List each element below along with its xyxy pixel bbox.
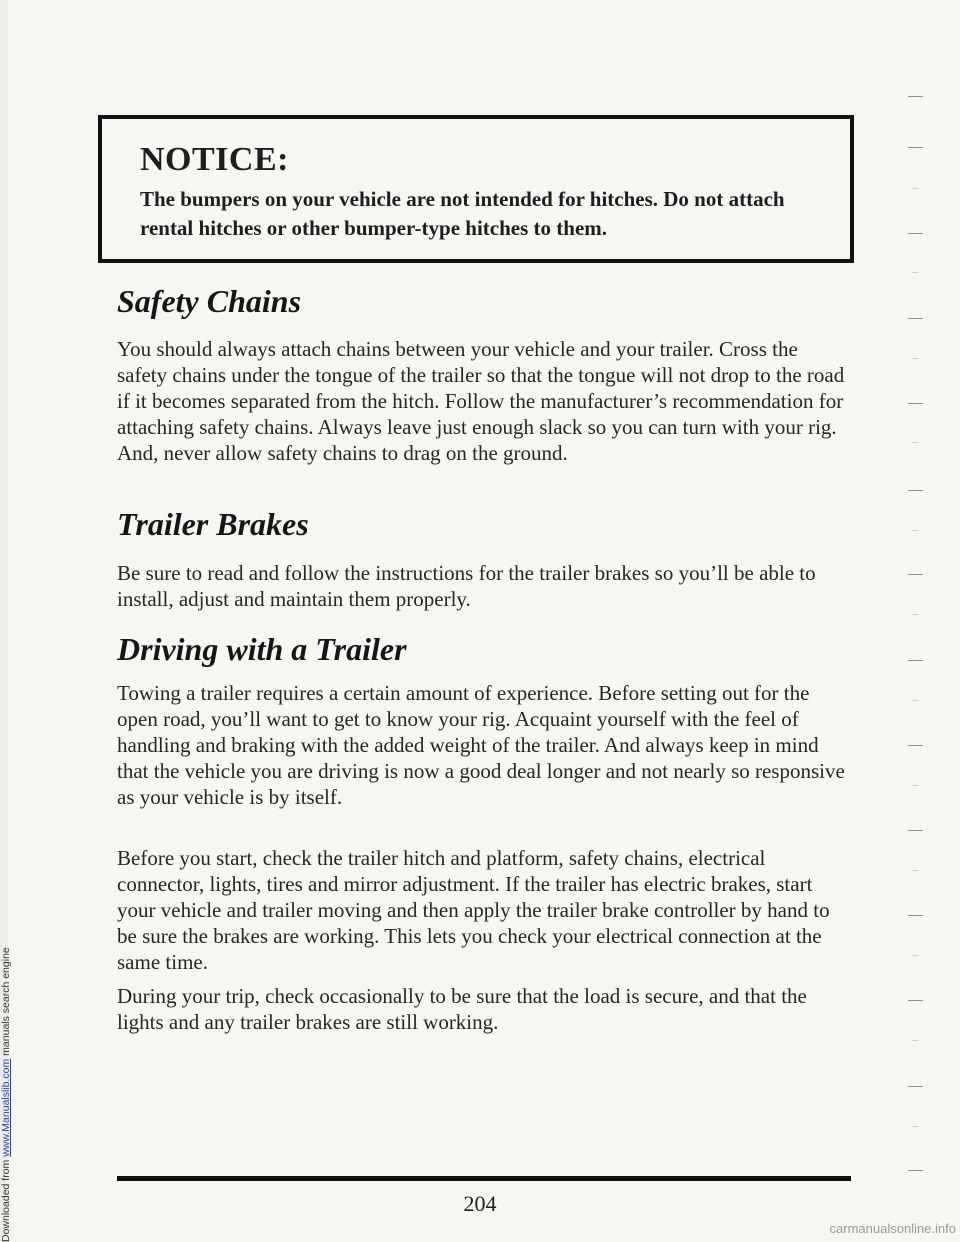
margin-tick	[908, 745, 923, 746]
paragraph-driving-2: Before you start, check the trailer hitch and platform, safety chains, electrical connector, lights, tires and mirror adjustment. If the trailer has electric brakes, start your vehicle and trailer moving and then apply the trailer brake controller by hand to be sure the brakes are working. This lets you check your electrical connection at the same time.	[117, 846, 830, 974]
margin-tick	[908, 233, 923, 234]
margin-tick	[912, 1040, 918, 1041]
paragraph-safety-chains: You should always attach chains between your vehicle and your trailer. Cross the safety chains under the tongue of the trailer so that the tongue will not drop to the road if it becomes separated from the hitch. Follow the manufacturer’s recommendation for attaching safety chains. Always leave just enough slack so you can turn with your rig. And, never allow safety chains to drag on the ground.	[117, 337, 845, 465]
heading-driving-with-trailer: Driving with a Trailer	[117, 631, 407, 667]
footer-rule	[117, 1176, 851, 1181]
margin-tick	[912, 785, 918, 786]
margin-tick	[908, 96, 923, 97]
margin-tick	[912, 700, 918, 701]
paragraph-driving-3: During your trip, check occasionally to be sure that the load is secure, and that the lights and any trailer brakes are still working.	[117, 984, 807, 1034]
margin-tick	[912, 358, 918, 359]
margin-tick	[908, 403, 923, 404]
heading-safety-chains: Safety Chains	[117, 283, 302, 319]
margin-tick	[908, 574, 923, 575]
margin-tick	[912, 188, 918, 189]
watermark: carmanualsonline.info	[829, 1221, 956, 1236]
margin-tick	[912, 1126, 918, 1127]
margin-tick	[908, 1170, 923, 1171]
margin-tick	[908, 830, 923, 831]
margin-tick	[908, 1086, 923, 1087]
paragraph-trailer-brakes: Be sure to read and follow the instructions for the trailer brakes so you’ll be able to install, adjust and maintain them properly.	[117, 561, 816, 611]
download-banner	[0, 8, 14, 1242]
margin-tick	[912, 530, 918, 531]
page-number: 204	[463, 1191, 497, 1216]
margin-tick	[912, 442, 918, 443]
margin-tick	[908, 1000, 923, 1001]
paragraph-driving-1: Towing a trailer requires a certain amount of experience. Before setting out for the open road, you’ll want to get to know your rig. Acquaint yourself with the feel of handling and braking with the added weight of the trailer. And always keep in mind that the vehicle you are driving is now a good deal longer and not nearly so responsive as your vehicle is by itself.	[117, 681, 845, 809]
margin-tick	[908, 915, 923, 916]
margin-tick	[908, 490, 923, 491]
notice-title: NOTICE:	[140, 141, 289, 178]
heading-trailer-brakes: Trailer Brakes	[117, 506, 309, 542]
download-banner-text: Downloaded from www.Manualslib.com manuals search engine	[0, 947, 12, 1242]
margin-tick	[908, 660, 923, 661]
margin-tick	[912, 272, 918, 273]
margin-tick	[908, 318, 923, 319]
notice-text: The bumpers on your vehicle are not intended for hitches. Do not attach rental hitches or other bumper-type hitches to them.	[140, 187, 785, 240]
margin-tick	[912, 870, 918, 871]
margin-tick	[912, 955, 918, 956]
manualslib-link[interactable]: www.Manualslib.com	[0, 1058, 12, 1157]
margin-tick	[912, 614, 918, 615]
margin-tick	[908, 147, 923, 148]
